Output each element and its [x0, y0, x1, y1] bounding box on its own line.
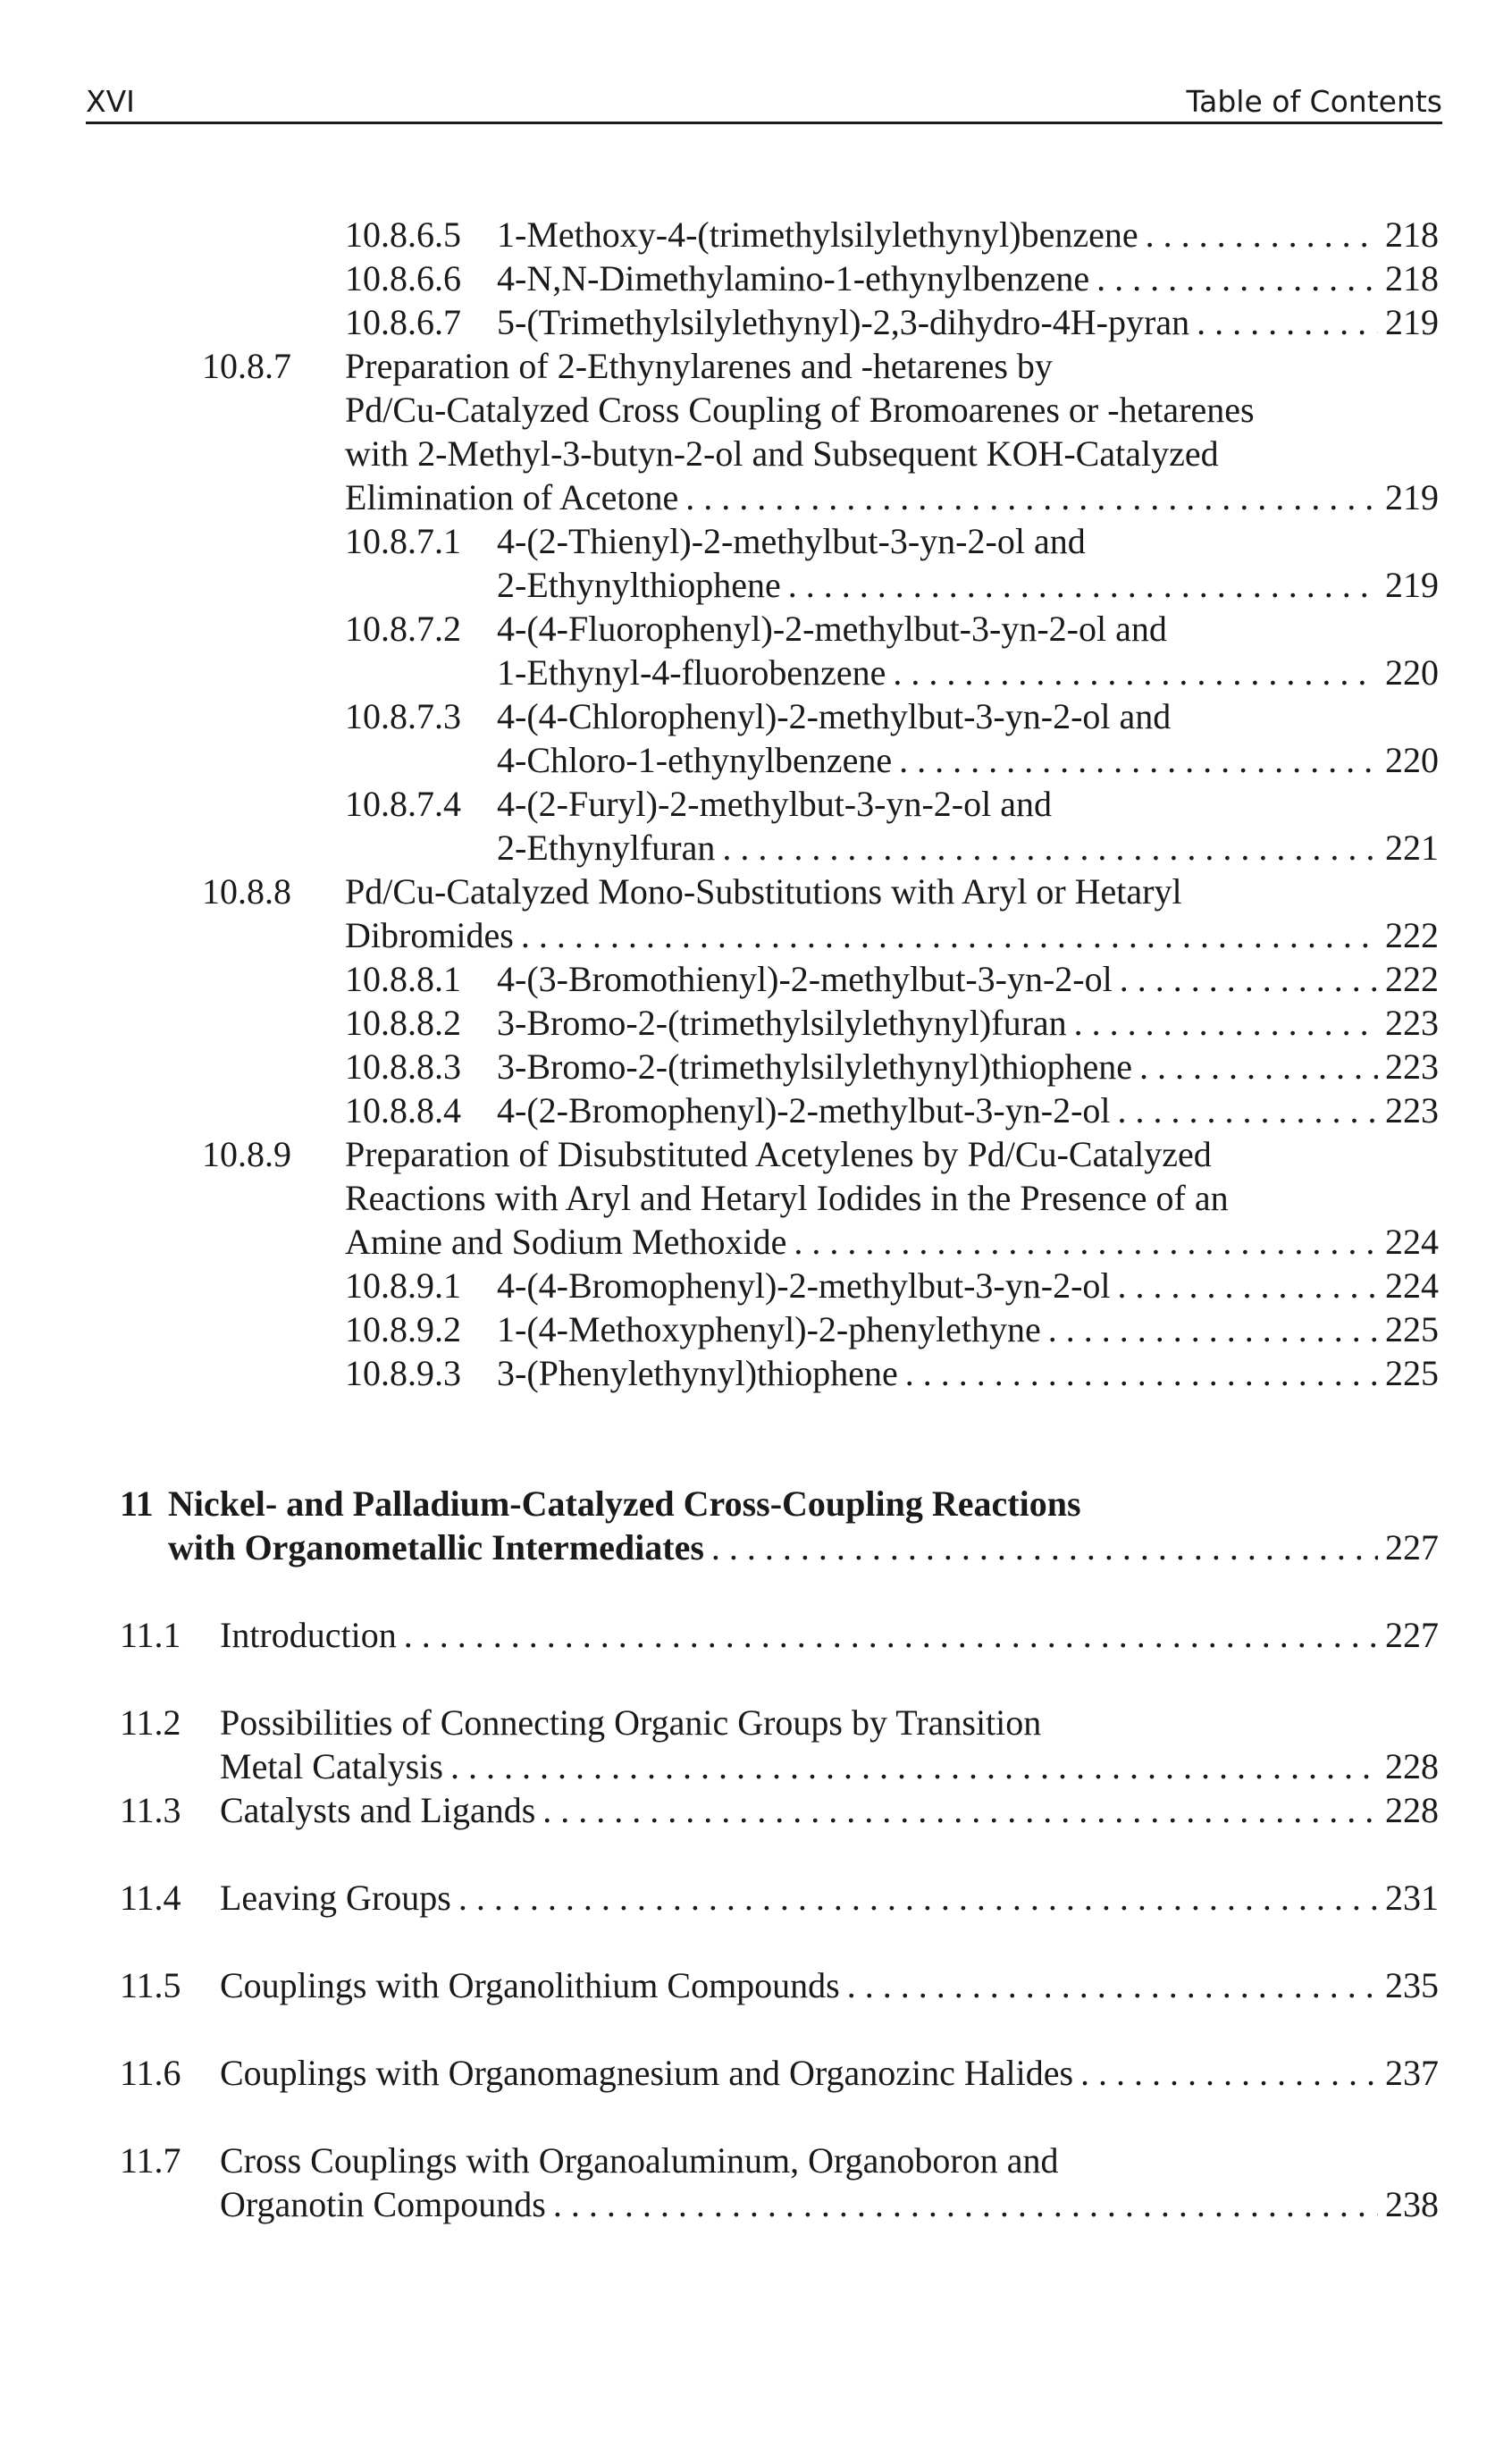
- entry-page: 231: [1385, 1878, 1439, 1918]
- toc-entry-11-7-cont: [220, 2182, 1439, 2227]
- entry-page: 220: [1385, 652, 1439, 693]
- dot-leader: [847, 1963, 1378, 2008]
- toc-entry-10-8-9-1[interactable]: [345, 1264, 1439, 1308]
- entry-page: 223: [1385, 1090, 1439, 1130]
- entry-title-line: 4-Chloro-1-ethynylbenzene: [497, 738, 899, 783]
- toc-entry-10-8-7-4[interactable]: [345, 782, 1439, 827]
- entry-title-line: Preparation of 2-Ethynylarenes and -hetarenes by: [345, 344, 1060, 389]
- toc-entry-10-8-8[interactable]: [202, 870, 1439, 914]
- entry-title: 3-Bromo-2-(trimethylsilylethynyl)thiophene: [497, 1045, 1139, 1089]
- entry-title-line: Metal Catalysis: [220, 1744, 450, 1789]
- entry-number: 11.4: [120, 1878, 181, 1918]
- entry-number: 11.5: [120, 1965, 181, 2005]
- toc-chapter-11[interactable]: [120, 1482, 1439, 1526]
- dot-leader: [1096, 256, 1378, 301]
- dot-leader: [711, 1525, 1378, 1570]
- entry-title: 5-(Trimethylsilylethynyl)-2,3-dihydro-4H-pyran: [497, 300, 1197, 345]
- entry-title-line: 4-(2-Thienyl)-2-methylbut-3-yn-2-ol and: [497, 519, 1093, 564]
- entry-page: 222: [1385, 959, 1439, 999]
- entry-title: 4-(2-Bromophenyl)-2-methylbut-3-yn-2-ol: [497, 1088, 1118, 1133]
- entry-title: 3-Bromo-2-(trimethylsilylethynyl)furan: [497, 1001, 1074, 1046]
- dot-leader: [458, 1876, 1378, 1920]
- entry-title-line: Organotin Compounds: [220, 2182, 553, 2227]
- entry-page: 219: [1385, 477, 1439, 517]
- dot-leader: [1139, 1045, 1378, 1089]
- entry-title-line: 4-(4-Chlorophenyl)-2-methylbut-3-yn-2-ol and: [497, 694, 1178, 739]
- toc-entry-10-8-7-2[interactable]: [345, 607, 1439, 651]
- dot-leader: [1118, 1264, 1378, 1308]
- entry-number: 10.8.8.3: [345, 1046, 461, 1087]
- toc-entry-10-8-7-2-cont: [497, 651, 1439, 695]
- toc-entry-10-8-7-3[interactable]: [345, 694, 1439, 739]
- toc-entry-10-8-7-cont: [345, 432, 1439, 476]
- entry-title: Catalysts and Ligands: [220, 1788, 542, 1833]
- entry-page: 218: [1385, 258, 1439, 298]
- entry-title-line: Dibromides: [345, 913, 521, 958]
- toc-entry-10-8-7-1[interactable]: [345, 519, 1439, 564]
- entry-number: 11.2: [120, 1702, 181, 1743]
- entry-title-line: Pd/Cu-Catalyzed Mono-Substitutions with Aryl or Hetaryl: [345, 870, 1189, 914]
- toc-entry-10-8-7[interactable]: [202, 344, 1439, 389]
- entry-number: 10.8.6.7: [345, 302, 461, 342]
- entry-page: 225: [1385, 1353, 1439, 1393]
- entry-title: 1-Methoxy-4-(trimethylsilylethynyl)benzene: [497, 213, 1146, 257]
- toc-entry-11-1[interactable]: [120, 1613, 1439, 1658]
- entry-title-line: Preparation of Disubstituted Acetylenes by Pd/Cu-Catalyzed: [345, 1132, 1219, 1177]
- entry-title: Leaving Groups: [220, 1876, 458, 1920]
- entry-title: 1-(4-Methoxyphenyl)-2-phenylethyne: [497, 1307, 1048, 1352]
- toc-entry-10-8-9[interactable]: [202, 1132, 1439, 1177]
- entry-number: 11.1: [120, 1615, 181, 1655]
- toc-entry-10-8-8-cont: [345, 913, 1439, 958]
- chapter-title-line: with Organometallic Intermediates: [168, 1525, 711, 1570]
- dot-leader: [899, 738, 1378, 783]
- entry-page: 223: [1385, 1003, 1439, 1043]
- running-head: [86, 77, 1442, 123]
- toc-entry-11-4[interactable]: [120, 1876, 1439, 1920]
- entry-number: 10.8.8.2: [345, 1003, 461, 1043]
- entry-page: 237: [1385, 2053, 1439, 2093]
- toc-entry-10-8-7-4-cont: [497, 826, 1439, 870]
- entry-page: 224: [1385, 1222, 1439, 1262]
- entry-title: 4-(4-Bromophenyl)-2-methylbut-3-yn-2-ol: [497, 1264, 1118, 1308]
- dot-leader: [553, 2182, 1378, 2227]
- entry-page: 228: [1385, 1790, 1439, 1830]
- toc-entry-11-2-cont: [220, 1744, 1439, 1789]
- entry-number: 10.8.6.6: [345, 258, 461, 298]
- entry-number: 11.7: [120, 2140, 181, 2181]
- entry-number: 10.8.7: [202, 346, 291, 386]
- toc-entry-10-8-7-3-cont: [497, 738, 1439, 783]
- dot-leader: [1048, 1307, 1378, 1352]
- entry-number: 10.8.8: [202, 871, 291, 912]
- entry-number: 10.8.9.3: [345, 1353, 461, 1393]
- toc-entry-11-7[interactable]: [120, 2139, 1439, 2183]
- toc-entry-11-6[interactable]: [120, 2051, 1439, 2096]
- dot-leader: [1146, 213, 1378, 257]
- entry-number: 10.8.9.1: [345, 1265, 461, 1306]
- dot-leader: [1197, 300, 1378, 345]
- entry-number: 10.8.7.2: [345, 609, 461, 649]
- toc-entry-11-2[interactable]: [120, 1701, 1439, 1745]
- toc-entry-10-8-7-cont: [345, 475, 1439, 520]
- entry-title-line: Amine and Sodium Methoxide: [345, 1220, 794, 1265]
- running-title: Table of Contents: [1186, 84, 1442, 119]
- entry-number: 11.6: [120, 2053, 181, 2093]
- entry-title: 4-(3-Bromothienyl)-2-methylbut-3-yn-2-ol: [497, 957, 1120, 1002]
- entry-page: 225: [1385, 1309, 1439, 1349]
- dot-leader: [1074, 1001, 1378, 1046]
- entry-title-line: 1-Ethynyl-4-fluorobenzene: [497, 651, 893, 695]
- toc-entry-10-8-7-cont: [345, 388, 1439, 433]
- entry-page: 219: [1385, 565, 1439, 605]
- entry-title-line: 4-(2-Furyl)-2-methylbut-3-yn-2-ol and: [497, 782, 1059, 827]
- entry-page: 238: [1385, 2184, 1439, 2224]
- dot-leader: [450, 1744, 1378, 1789]
- entry-number: 10.8.7.1: [345, 521, 461, 561]
- toc-entry-10-8-9-2[interactable]: [345, 1307, 1439, 1352]
- dot-leader: [685, 475, 1378, 520]
- toc-entry-10-8-7-1-cont: [497, 563, 1439, 608]
- entry-title: 3-(Phenylethynyl)thiophene: [497, 1351, 905, 1396]
- chapter-number: 11: [120, 1483, 154, 1524]
- toc-entry-10-8-6-7[interactable]: [345, 300, 1439, 345]
- toc-entry-11-5[interactable]: [120, 1963, 1439, 2008]
- dot-leader: [1120, 957, 1378, 1002]
- entry-title-line: Reactions with Aryl and Hetaryl Iodides in the Presence of an: [345, 1176, 1236, 1221]
- entry-title-line: Possibilities of Connecting Organic Groups by Transition: [220, 1701, 1048, 1745]
- toc-entry-10-8-8-4[interactable]: [345, 1088, 1439, 1133]
- toc-entry-10-8-8-2[interactable]: [345, 1001, 1439, 1046]
- entry-page: 224: [1385, 1265, 1439, 1306]
- dot-leader: [893, 651, 1378, 695]
- toc-entry-10-8-6-6[interactable]: [345, 256, 1439, 301]
- entry-title-line: 2-Ethynylfuran: [497, 826, 722, 870]
- dot-leader: [404, 1613, 1378, 1658]
- entry-number: 10.8.9.2: [345, 1309, 461, 1349]
- toc-entry-10-8-6-5[interactable]: [345, 213, 1439, 257]
- toc-entry-10-8-8-1[interactable]: [345, 957, 1439, 1002]
- toc-entry-10-8-9-cont: [345, 1220, 1439, 1265]
- toc-entry-11-3[interactable]: [120, 1788, 1439, 1833]
- entry-number: 10.8.9: [202, 1134, 291, 1174]
- entry-page: 222: [1385, 915, 1439, 955]
- entry-title-line: Pd/Cu-Catalyzed Cross Coupling of Bromoarenes or -hetarenes: [345, 388, 1262, 433]
- entry-number: 11.3: [120, 1790, 181, 1830]
- entry-page: 219: [1385, 302, 1439, 342]
- entry-title-line: 2-Ethynylthiophene: [497, 563, 788, 608]
- dot-leader: [905, 1351, 1378, 1396]
- entry-title-line: Cross Couplings with Organoaluminum, Organoboron and: [220, 2139, 1065, 2183]
- entry-title: Couplings with Organomagnesium and Organozinc Halides: [220, 2051, 1080, 2096]
- entry-page: 220: [1385, 740, 1439, 780]
- entry-page: 221: [1385, 828, 1439, 868]
- toc-entry-10-8-9-cont: [345, 1176, 1439, 1221]
- entry-title-line: 4-(4-Fluorophenyl)-2-methylbut-3-yn-2-ol and: [497, 607, 1174, 651]
- toc-chapter-11-cont: [168, 1525, 1439, 1570]
- dot-leader: [521, 913, 1378, 958]
- entry-page: 228: [1385, 1746, 1439, 1786]
- dot-leader: [788, 563, 1378, 608]
- entry-title: Couplings with Organolithium Compounds: [220, 1963, 847, 2008]
- entry-number: 10.8.8.1: [345, 959, 461, 999]
- entry-number: 10.8.8.4: [345, 1090, 461, 1130]
- dot-leader: [722, 826, 1378, 870]
- toc-entry-10-8-9-3[interactable]: [345, 1351, 1439, 1396]
- dot-leader: [1118, 1088, 1378, 1133]
- toc-entry-10-8-8-3[interactable]: [345, 1045, 1439, 1089]
- entry-page: 227: [1385, 1615, 1439, 1655]
- entry-number: 10.8.7.4: [345, 784, 461, 824]
- entry-number: 10.8.7.3: [345, 696, 461, 736]
- entry-page: 227: [1385, 1527, 1439, 1567]
- page-roman-numeral: XVI: [86, 84, 135, 119]
- chapter-title-line: Nickel- and Palladium-Catalyzed Cross-Coupling Reactions: [168, 1482, 1088, 1526]
- dot-leader: [794, 1220, 1378, 1265]
- dot-leader: [1080, 2051, 1378, 2096]
- entry-title: 4-N,N-Dimethylamino-1-ethynylbenzene: [497, 256, 1096, 301]
- entry-title-line: with 2-Methyl-3-butyn-2-ol and Subsequent KOH-Catalyzed: [345, 432, 1226, 476]
- entry-title-line: Elimination of Acetone: [345, 475, 685, 520]
- entry-page: 218: [1385, 214, 1439, 255]
- dot-leader: [542, 1788, 1378, 1833]
- entry-title: Introduction: [220, 1613, 404, 1658]
- entry-page: 223: [1385, 1046, 1439, 1087]
- header-rule: [86, 122, 1442, 124]
- entry-number: 10.8.6.5: [345, 214, 461, 255]
- entry-page: 235: [1385, 1965, 1439, 2005]
